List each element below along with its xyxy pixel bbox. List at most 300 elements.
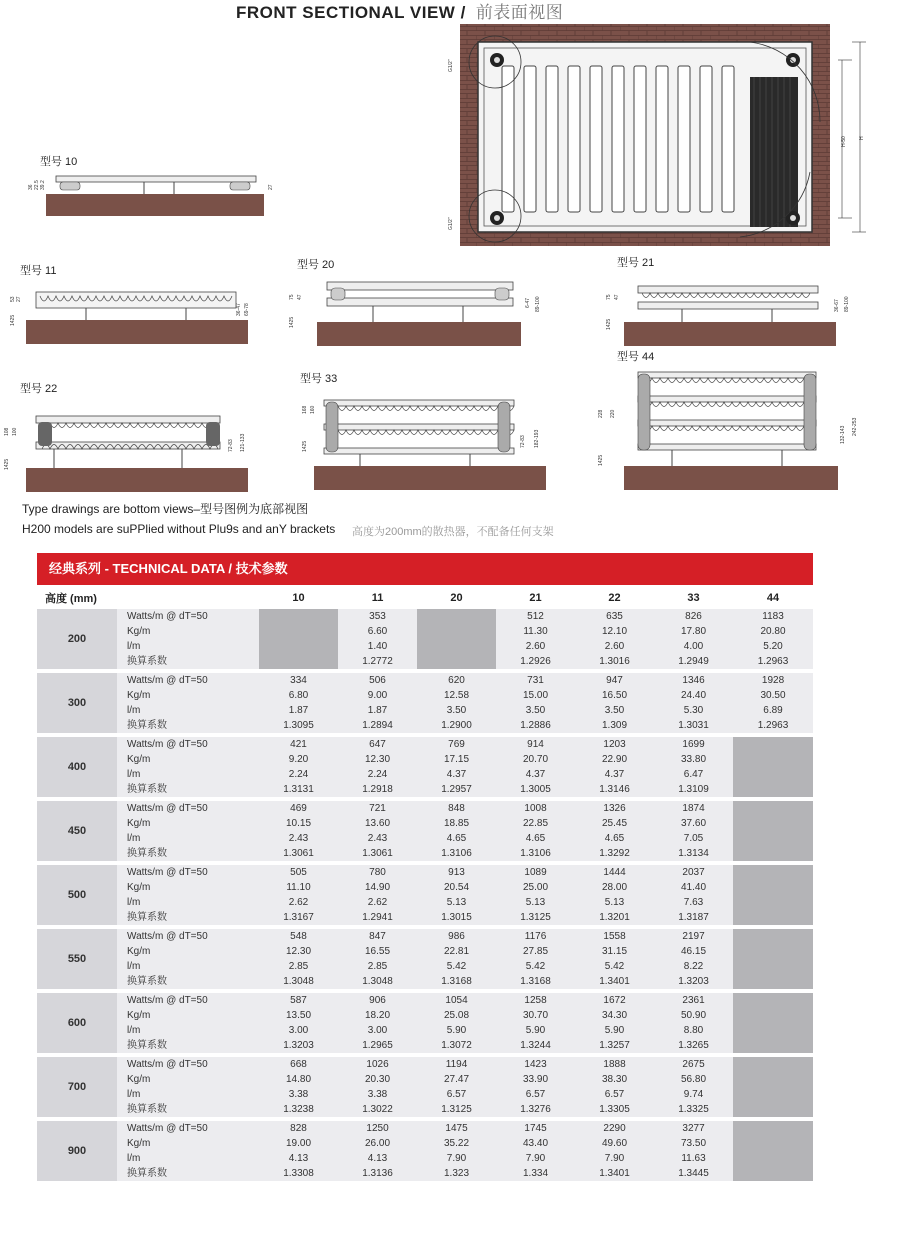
value-cell: 25.00 (496, 880, 575, 895)
table-row (37, 993, 813, 1008)
value-cell: 1558 (575, 929, 654, 944)
table-row (37, 752, 813, 767)
value-cell: 1423 (496, 1057, 575, 1072)
value-cell: 22.81 (417, 944, 496, 959)
row-label: l/m (117, 767, 259, 782)
value-cell: 4.65 (575, 831, 654, 846)
radiator-channel (656, 66, 668, 212)
table-row (37, 1136, 813, 1151)
value-cell: 1.3168 (496, 974, 575, 989)
value-cell: 5.42 (496, 959, 575, 974)
value-cell: 1.323 (417, 1166, 496, 1181)
value-cell: 43.40 (496, 1136, 575, 1151)
value-cell: 1.3203 (654, 974, 733, 989)
value-cell: 11.63 (654, 1151, 733, 1166)
table-row (37, 1151, 813, 1166)
dim-10-d: 27 (268, 184, 274, 190)
value-cell: 1699 (654, 737, 733, 752)
value-cell: 1745 (496, 1121, 575, 1136)
unavailable-cell (733, 993, 813, 1053)
value-cell: 421 (259, 737, 338, 752)
value-cell: 1672 (575, 993, 654, 1008)
radiator-channel (546, 66, 558, 212)
value-cell: 26.00 (338, 1136, 417, 1151)
value-cell: 1.3167 (259, 910, 338, 925)
row-label: l/m (117, 895, 259, 910)
type-drawing-21 (602, 272, 864, 348)
value-cell: 31.15 (575, 944, 654, 959)
value-cell: 913 (417, 865, 496, 880)
value-cell: 914 (496, 737, 575, 752)
row-label: Watts/m @ dT=50 (117, 1121, 259, 1136)
row-label: Kg/m (117, 1072, 259, 1087)
value-cell: 1.3061 (338, 846, 417, 861)
value-cell: 1.3106 (417, 846, 496, 861)
column-header-22: 22 (575, 587, 654, 609)
value-cell: 7.05 (654, 831, 733, 846)
height-column-header: 高度 (mm) (37, 587, 259, 609)
table-row (37, 1102, 813, 1117)
value-cell: 1874 (654, 801, 733, 816)
value-cell: 8.80 (654, 1023, 733, 1038)
value-cell: 5.13 (417, 895, 496, 910)
value-cell: 1.309 (575, 718, 654, 733)
row-label: Watts/m @ dT=50 (117, 993, 259, 1008)
value-cell: 505 (259, 865, 338, 880)
table-row (37, 1072, 813, 1087)
type-label-33: 型号 33 (300, 373, 338, 385)
value-cell: 1.2965 (338, 1038, 417, 1053)
table-row (37, 880, 813, 895)
value-cell: 2675 (654, 1057, 733, 1072)
row-label: Kg/m (117, 880, 259, 895)
value-cell: 7.90 (575, 1151, 654, 1166)
row-label: 换算系数 (117, 718, 259, 733)
value-cell: 986 (417, 929, 496, 944)
value-cell: 2.85 (338, 959, 417, 974)
value-cell: 27.85 (496, 944, 575, 959)
value-cell: 1.2926 (496, 654, 575, 669)
value-cell: 1.3106 (496, 846, 575, 861)
row-label: 换算系数 (117, 1166, 259, 1181)
value-cell: 3277 (654, 1121, 733, 1136)
value-cell: 11.30 (496, 624, 575, 639)
value-cell: 24.40 (654, 688, 733, 703)
height-cell: 400 (37, 737, 117, 797)
value-cell: 2.24 (338, 767, 417, 782)
value-cell: 1.3095 (259, 718, 338, 733)
row-label: Kg/m (117, 688, 259, 703)
row-label: Kg/m (117, 944, 259, 959)
value-cell: 6.47 (654, 767, 733, 782)
value-cell: 2290 (575, 1121, 654, 1136)
value-cell: 1.3125 (417, 1102, 496, 1117)
value-cell: 1258 (496, 993, 575, 1008)
value-cell: 11.10 (259, 880, 338, 895)
table-row (37, 1087, 813, 1102)
value-cell: 828 (259, 1121, 338, 1136)
value-cell: 512 (496, 609, 575, 624)
value-cell: 947 (575, 673, 654, 688)
value-cell: 73.50 (654, 1136, 733, 1151)
value-cell: 1.3276 (496, 1102, 575, 1117)
value-cell: 1.3005 (496, 782, 575, 797)
height-cell: 500 (37, 865, 117, 925)
value-cell: 1.3257 (575, 1038, 654, 1053)
value-cell: 5.20 (733, 639, 813, 654)
value-cell: 1.2918 (338, 782, 417, 797)
dim-22-c: 1425 (4, 458, 10, 470)
type-drawing-44 (592, 362, 864, 492)
value-cell: 20.70 (496, 752, 575, 767)
value-cell: 1.3203 (259, 1038, 338, 1053)
dim-10-b: 22.5 (34, 180, 40, 190)
table-row (37, 688, 813, 703)
row-label: Watts/m @ dT=50 (117, 865, 259, 880)
value-cell: 1.3015 (417, 910, 496, 925)
value-cell: 30.70 (496, 1008, 575, 1023)
value-cell: 4.00 (654, 639, 733, 654)
value-cell: 1.3061 (259, 846, 338, 861)
value-cell: 28.00 (575, 880, 654, 895)
value-cell: 2.60 (575, 639, 654, 654)
dim-21-c: 1425 (606, 318, 612, 330)
note-h200-en: H200 models are suPPlied without Plu9s and anY brackets (22, 522, 336, 536)
value-cell: 1.3016 (575, 654, 654, 669)
value-cell: 4.37 (496, 767, 575, 782)
value-cell: 56.80 (654, 1072, 733, 1087)
value-cell: 2.62 (259, 895, 338, 910)
table-row (37, 609, 813, 624)
radiator-channel (634, 66, 646, 212)
value-cell: 1.2772 (338, 654, 417, 669)
note-bottom-views: Type drawings are bottom views–型号图例为底部视图 (22, 502, 309, 516)
value-cell: 1089 (496, 865, 575, 880)
unavailable-cell (733, 929, 813, 989)
table-row (37, 801, 813, 816)
value-cell: 3.00 (259, 1023, 338, 1038)
type-label-44: 型号 44 (617, 351, 655, 363)
value-cell: 13.60 (338, 816, 417, 831)
value-cell: 1176 (496, 929, 575, 944)
value-cell: 1.2894 (338, 718, 417, 733)
dim-21-a: 75 (606, 294, 612, 300)
row-label: 换算系数 (117, 1038, 259, 1053)
dim-33-c: 1425 (302, 440, 308, 452)
row-label: 换算系数 (117, 1102, 259, 1117)
table-row (37, 1121, 813, 1136)
value-cell: 1.3401 (575, 974, 654, 989)
table-row (37, 865, 813, 880)
value-cell: 17.80 (654, 624, 733, 639)
dim-21-b: 47 (614, 294, 620, 300)
dim-20-d: 6-47 (525, 297, 531, 308)
value-cell: 18.20 (338, 1008, 417, 1023)
value-cell: 1008 (496, 801, 575, 816)
value-cell: 3.38 (338, 1087, 417, 1102)
unavailable-cell (417, 609, 496, 669)
value-cell: 17.15 (417, 752, 496, 767)
value-cell: 20.54 (417, 880, 496, 895)
dim-11-d: 36-47 (236, 303, 242, 316)
value-cell: 647 (338, 737, 417, 752)
value-cell: 1.3401 (575, 1166, 654, 1181)
value-cell: 5.13 (496, 895, 575, 910)
value-cell: 46.15 (654, 944, 733, 959)
height-cell: 700 (37, 1057, 117, 1117)
table-header-row (37, 587, 813, 609)
convector-fins (750, 77, 798, 227)
unavailable-cell (733, 737, 813, 797)
value-cell: 6.57 (496, 1087, 575, 1102)
table-row (37, 959, 813, 974)
type-label-20: 型号 20 (297, 259, 335, 271)
value-cell: 1.3244 (496, 1038, 575, 1053)
row-label: l/m (117, 703, 259, 718)
value-cell: 1.2886 (496, 718, 575, 733)
dim-g1-top: G1/2" (448, 59, 454, 72)
value-cell: 38.30 (575, 1072, 654, 1087)
value-cell: 12.30 (259, 944, 338, 959)
value-cell: 353 (338, 609, 417, 624)
value-cell: 50.90 (654, 1008, 733, 1023)
dim-20-e: 89-100 (535, 296, 541, 312)
value-cell: 620 (417, 673, 496, 688)
value-cell: 1.3308 (259, 1166, 338, 1181)
table-row (37, 944, 813, 959)
column-header-10: 10 (259, 587, 338, 609)
row-label: Kg/m (117, 1136, 259, 1151)
page-title-cn: 前表面视图 (475, 3, 564, 22)
dim-11-e: 69-78 (244, 303, 250, 316)
value-cell: 7.90 (417, 1151, 496, 1166)
dim-22-b: 100 (12, 427, 18, 436)
value-cell: 1.40 (338, 639, 417, 654)
row-label: Watts/m @ dT=50 (117, 673, 259, 688)
value-cell: 1.87 (259, 703, 338, 718)
column-header-20: 20 (417, 587, 496, 609)
value-cell: 1.334 (496, 1166, 575, 1181)
row-label: l/m (117, 831, 259, 846)
type-label-11: 型号 11 (20, 265, 57, 277)
value-cell: 4.13 (259, 1151, 338, 1166)
table-row (37, 974, 813, 989)
value-cell: 1.3048 (338, 974, 417, 989)
value-cell: 1.3238 (259, 1102, 338, 1117)
dim-22-a: 108 (4, 427, 10, 436)
value-cell: 769 (417, 737, 496, 752)
row-label: l/m (117, 1087, 259, 1102)
dim-11-a: 53 (10, 296, 16, 302)
value-cell: 2.43 (338, 831, 417, 846)
value-cell: 6.57 (417, 1087, 496, 1102)
radiator-channel (524, 66, 536, 212)
row-label: 换算系数 (117, 846, 259, 861)
value-cell: 1250 (338, 1121, 417, 1136)
value-cell: 14.90 (338, 880, 417, 895)
value-cell: 1.2941 (338, 910, 417, 925)
value-cell: 4.37 (575, 767, 654, 782)
table-row (37, 910, 813, 925)
radiator-channel (678, 66, 690, 212)
unavailable-cell (733, 1057, 813, 1117)
radiator-channel (590, 66, 602, 212)
technical-data-table (37, 587, 813, 1181)
row-label: 换算系数 (117, 974, 259, 989)
radiator-channel (700, 66, 712, 212)
value-cell: 8.22 (654, 959, 733, 974)
value-cell: 3.38 (259, 1087, 338, 1102)
value-cell: 9.00 (338, 688, 417, 703)
value-cell: 2.85 (259, 959, 338, 974)
value-cell: 1203 (575, 737, 654, 752)
value-cell: 548 (259, 929, 338, 944)
type-drawing-22 (2, 404, 252, 494)
value-cell: 847 (338, 929, 417, 944)
column-header-11: 11 (338, 587, 417, 609)
dim-11-c: 1425 (10, 314, 16, 326)
dim-20-a: 75 (289, 294, 295, 300)
row-label: Watts/m @ dT=50 (117, 929, 259, 944)
dim-20-c: 1425 (289, 316, 295, 328)
value-cell: 469 (259, 801, 338, 816)
value-cell: 906 (338, 993, 417, 1008)
height-cell: 900 (37, 1121, 117, 1181)
value-cell: 721 (338, 801, 417, 816)
row-label: Kg/m (117, 624, 259, 639)
value-cell: 33.80 (654, 752, 733, 767)
table-row (37, 895, 813, 910)
dim-44-c: 1425 (598, 454, 604, 466)
value-cell: 14.80 (259, 1072, 338, 1087)
value-cell: 4.13 (338, 1151, 417, 1166)
radiator-channel (568, 66, 580, 212)
value-cell: 22.85 (496, 816, 575, 831)
table-row (37, 1008, 813, 1023)
value-cell: 2.43 (259, 831, 338, 846)
value-cell: 4.37 (417, 767, 496, 782)
table-row (37, 673, 813, 688)
table-row (37, 1057, 813, 1072)
column-header-21: 21 (496, 587, 575, 609)
unavailable-cell (733, 865, 813, 925)
radiator-channel (612, 66, 624, 212)
value-cell: 35.22 (417, 1136, 496, 1151)
value-cell: 848 (417, 801, 496, 816)
dim-22-d: 72-83 (228, 439, 234, 452)
value-cell: 1.3325 (654, 1102, 733, 1117)
value-cell: 2361 (654, 993, 733, 1008)
page-title-en: FRONT SECTIONAL VIEW / (236, 3, 466, 22)
value-cell: 1.3201 (575, 910, 654, 925)
value-cell: 1.3134 (654, 846, 733, 861)
dim-h50: H-50 (841, 136, 847, 147)
value-cell: 1.2963 (733, 718, 813, 733)
value-cell: 780 (338, 865, 417, 880)
dim-10-a: 36 (28, 184, 34, 190)
unavailable-cell (733, 801, 813, 861)
row-label: 换算系数 (117, 910, 259, 925)
row-label: l/m (117, 1023, 259, 1038)
row-label: Kg/m (117, 816, 259, 831)
type-label-10: 型号 10 (40, 156, 78, 168)
value-cell: 25.08 (417, 1008, 496, 1023)
value-cell: 7.63 (654, 895, 733, 910)
row-label: Watts/m @ dT=50 (117, 1057, 259, 1072)
value-cell: 1.3131 (259, 782, 338, 797)
note-h200-cn: 高度为200mm的散热器，不配备任何支架 (352, 526, 554, 538)
value-cell: 12.10 (575, 624, 654, 639)
value-cell: 334 (259, 673, 338, 688)
value-cell: 22.90 (575, 752, 654, 767)
value-cell: 10.15 (259, 816, 338, 831)
value-cell: 826 (654, 609, 733, 624)
unavailable-cell (259, 609, 338, 669)
value-cell: 635 (575, 609, 654, 624)
value-cell: 5.90 (496, 1023, 575, 1038)
value-cell: 30.50 (733, 688, 813, 703)
height-cell: 200 (37, 609, 117, 669)
value-cell: 587 (259, 993, 338, 1008)
value-cell: 9.20 (259, 752, 338, 767)
row-label: l/m (117, 639, 259, 654)
value-cell: 1475 (417, 1121, 496, 1136)
value-cell: 3.50 (496, 703, 575, 718)
table-row (37, 718, 813, 733)
value-cell: 34.30 (575, 1008, 654, 1023)
dim-21-d: 36-67 (834, 299, 840, 312)
value-cell: 1.3168 (417, 974, 496, 989)
value-cell: 1326 (575, 801, 654, 816)
value-cell: 5.42 (417, 959, 496, 974)
value-cell: 2.62 (338, 895, 417, 910)
height-cell: 300 (37, 673, 117, 733)
value-cell: 3.50 (575, 703, 654, 718)
value-cell: 1054 (417, 993, 496, 1008)
type-drawing-20 (283, 272, 545, 348)
value-cell: 37.60 (654, 816, 733, 831)
table-row (37, 831, 813, 846)
row-label: Watts/m @ dT=50 (117, 737, 259, 752)
column-header-44: 44 (733, 587, 813, 609)
table-row (37, 703, 813, 718)
value-cell: 18.85 (417, 816, 496, 831)
value-cell: 6.57 (575, 1087, 654, 1102)
dim-33-b: 160 (310, 405, 316, 414)
value-cell: 1.2900 (417, 718, 496, 733)
value-cell: 1.3265 (654, 1038, 733, 1053)
value-cell: 2.24 (259, 767, 338, 782)
type-drawing-10 (24, 166, 274, 218)
table-row (37, 782, 813, 797)
value-cell: 16.50 (575, 688, 654, 703)
value-cell: 2037 (654, 865, 733, 880)
value-cell: 1.2949 (654, 654, 733, 669)
dim-44-a: 228 (598, 409, 604, 418)
value-cell: 668 (259, 1057, 338, 1072)
value-cell: 1.3292 (575, 846, 654, 861)
value-cell: 6.89 (733, 703, 813, 718)
table-row (37, 767, 813, 782)
value-cell: 1.3109 (654, 782, 733, 797)
value-cell: 5.42 (575, 959, 654, 974)
value-cell: 4.65 (417, 831, 496, 846)
table-row (37, 737, 813, 752)
column-header-33: 33 (654, 587, 733, 609)
dim-22-e: 121-133 (240, 433, 246, 452)
value-cell: 1.3125 (496, 910, 575, 925)
dim-33-d: 72-83 (520, 435, 526, 448)
